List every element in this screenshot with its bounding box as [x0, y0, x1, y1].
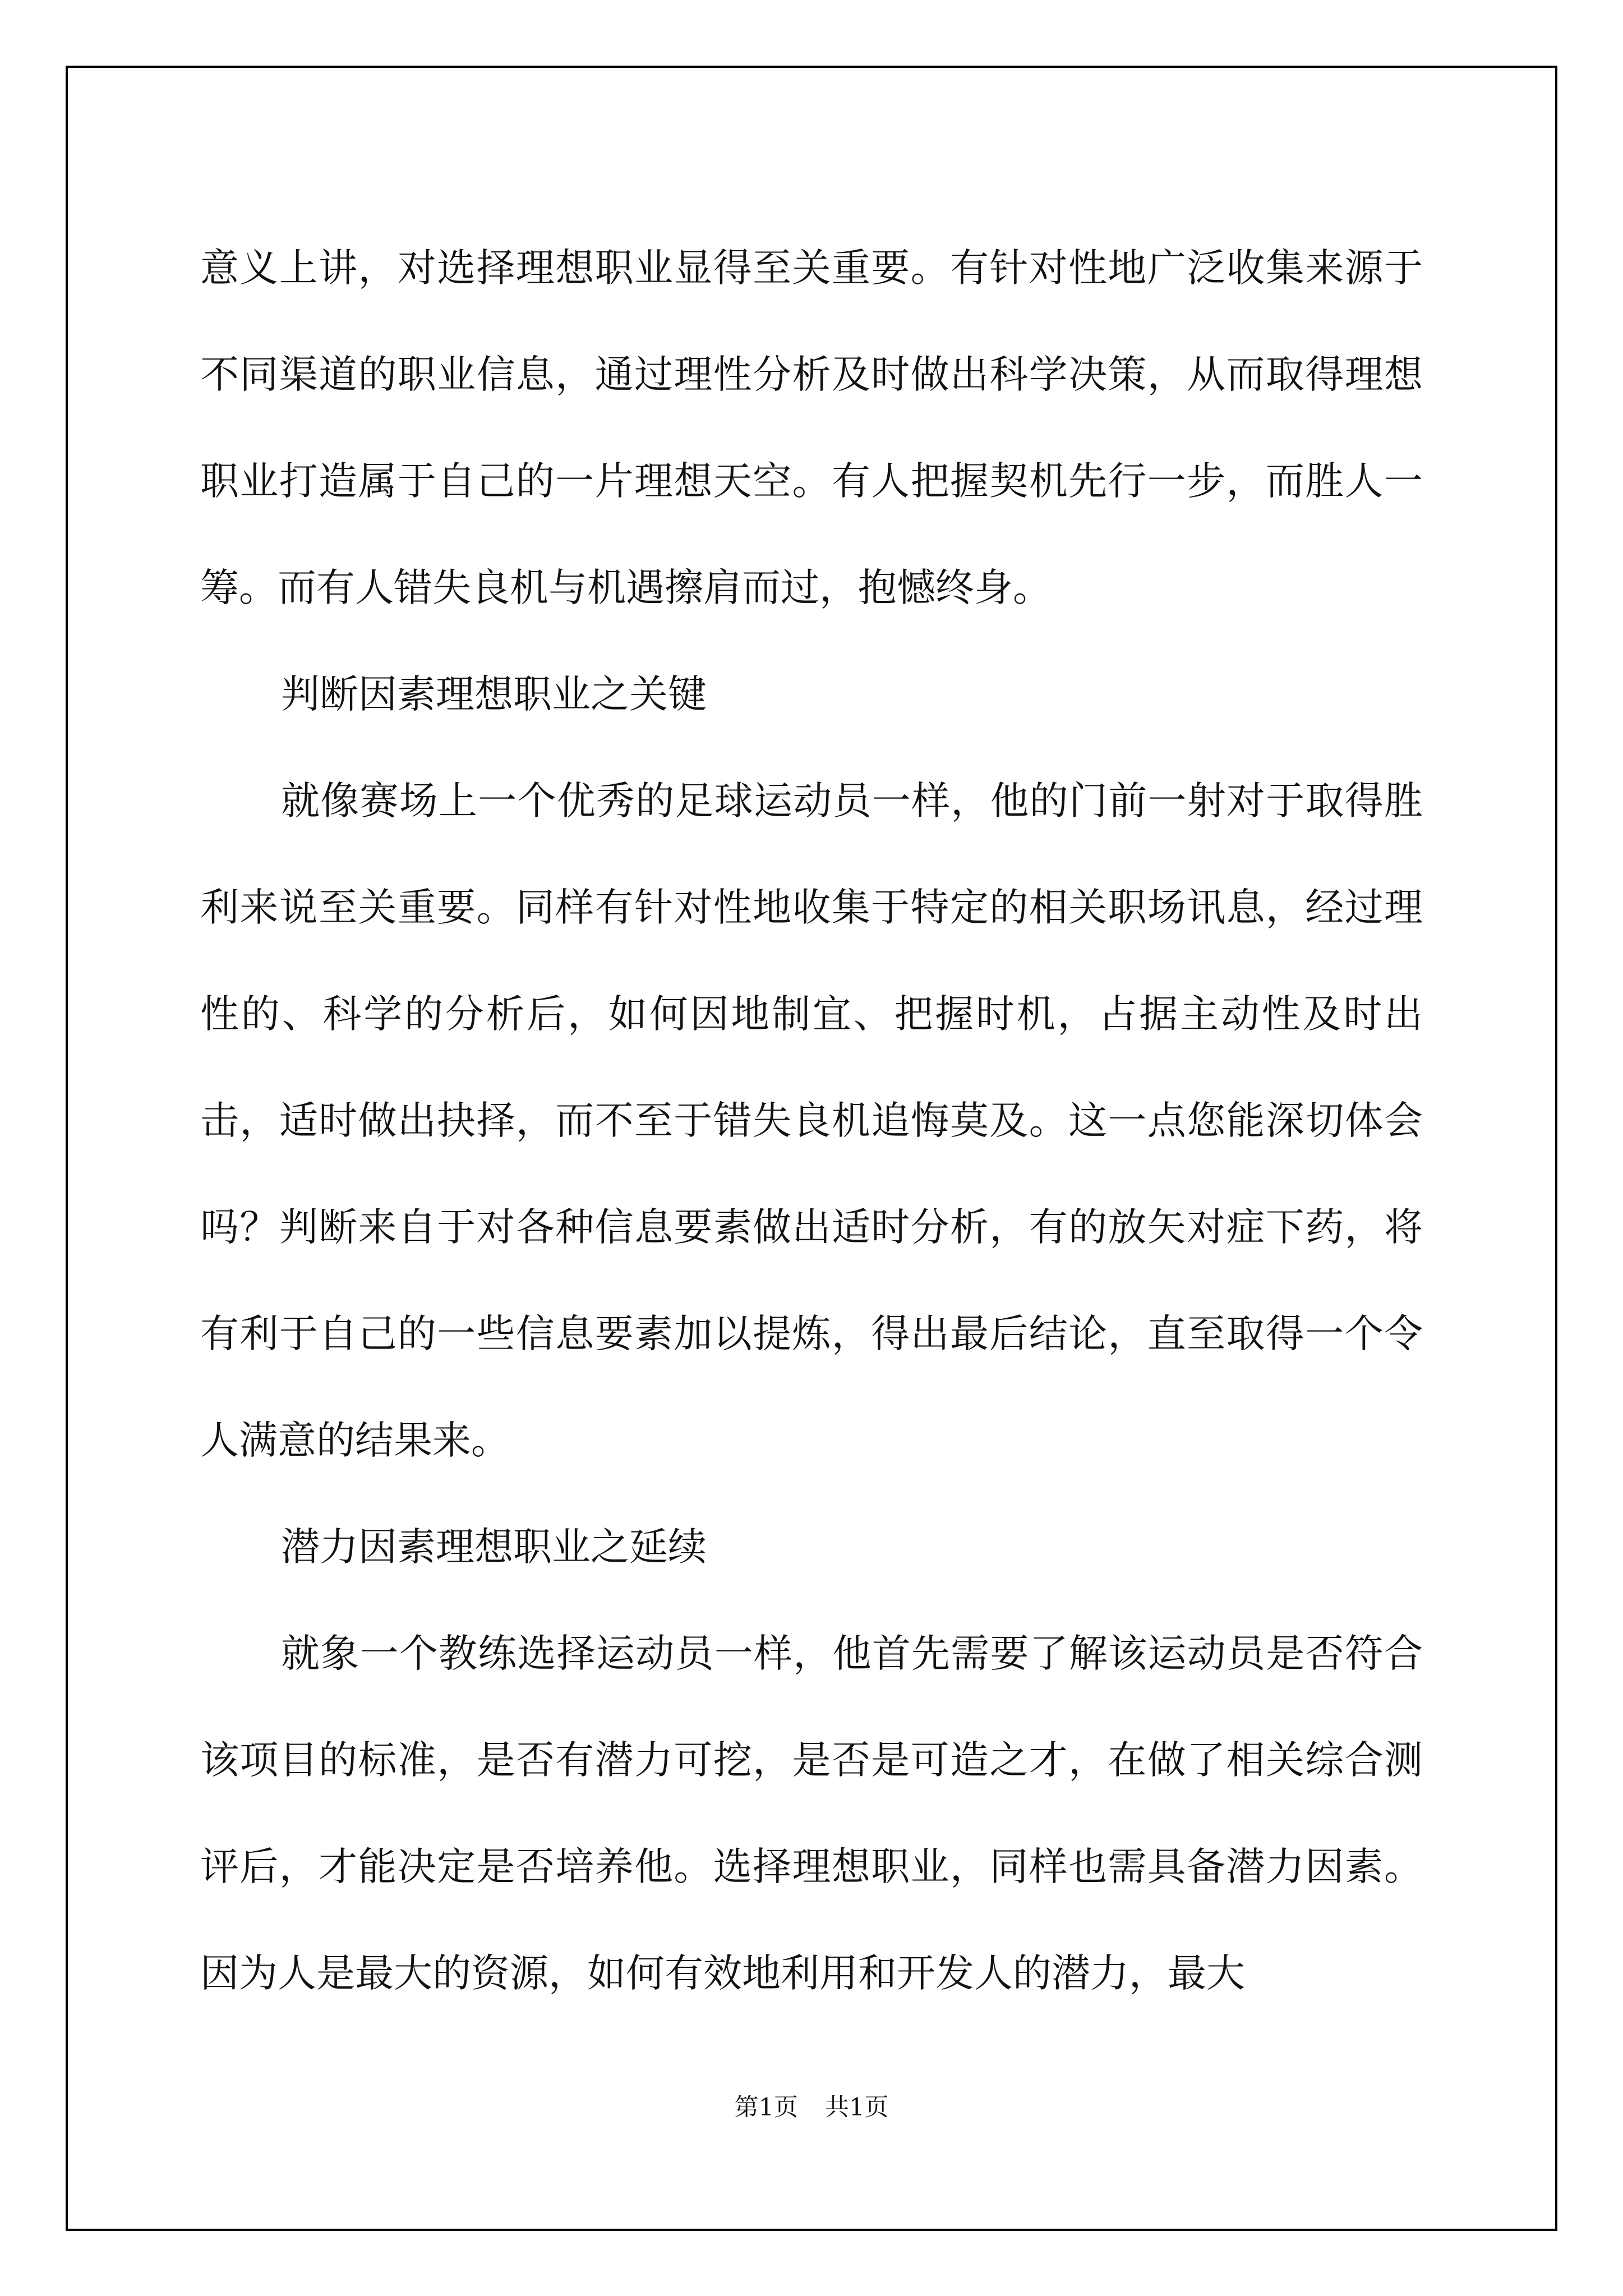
page-number: 第1页	[734, 2093, 798, 2122]
paragraph-potential: 就象一个教练选择运动员一样，他首先需要了解该运动员是否符合该项目的标准，是否有潜力可挖，是否是可造之才，在做了相关综合测评后，才能决定是否培养他。选择理想职业，同样也需具备潜力因素。因为人是最大的资源，如何有效地利用和开发人的潜力，最大	[200, 1631, 1423, 1996]
document-body	[200, 215, 1423, 2027]
page-footer	[0, 2088, 1623, 2123]
section-heading-judgment: 判断因素理想职业之关键	[281, 672, 707, 717]
paragraph-continuation: 意义上讲，对选择理想职业显得至关重要。有针对性地广泛收集来源于不同渠道的职业信息，通过理性分析及时做出科学决策，从而取得理想职业打造属于自己的一片理想天空。有人把握契机先行一步，而胜人一筹。而有人错失良机与机遇擦肩而过，抱憾终身。	[200, 246, 1423, 610]
paragraph-judgment: 就像赛场上一个优秀的足球运动员一样，他的门前一射对于取得胜利来说至关重要。同样有针对性地收集于特定的相关职场讯息，经过理性的、科学的分析后，如何因地制宜、把握时机，占据主动性及时出击，适时做出抉择，而不至于错失良机追悔莫及。这一点您能深切体会吗？判断来自于对各种信息要素做出适时分析，有的放矢对症下药，将有利于自己的一些信息要素加以提炼，得出最后结论，直至取得一个令人满意的结果来。	[200, 779, 1423, 1463]
section-heading-potential: 潜力因素理想职业之延续	[281, 1525, 707, 1570]
page-total: 共1页	[825, 2093, 889, 2122]
